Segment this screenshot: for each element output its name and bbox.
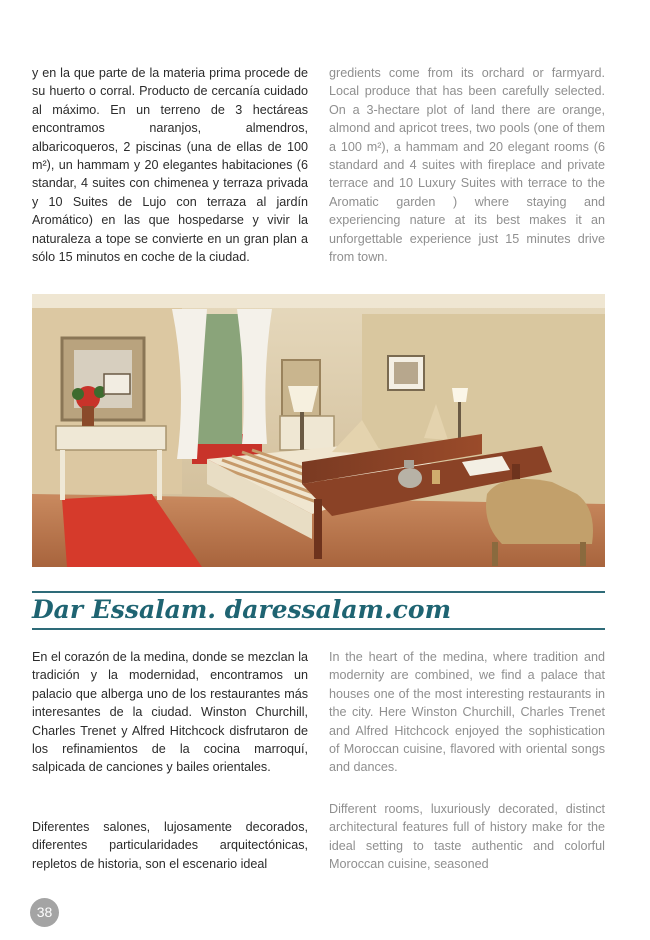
bottom-spanish-paragraph-2: Diferentes salones, lujosamente decorados, diferentes particularidades arquitectónicas, repletos de historia, son el escenario ideal [32, 820, 308, 871]
bottom-english-paragraph-2: Different rooms, luxuriously decorated, distinct architectural features full of history make for the ideal setting to taste authentic and colorful Moroccan cuisine, seasoned [329, 802, 605, 872]
hotel-room-photo [32, 294, 605, 567]
bottom-spanish-column-p2 [32, 818, 308, 873]
bottom-spanish-paragraph-1: En el corazón de la medina, donde se mezclan la tradición y la modernidad, encontramos un palacio que alberga uno de los restaurantes más interesantes de la ciudad. Winston Churchill, Charles Trenet y Alfred Hitchcock disfrutaron de los refinamientos de la cocina marroquí, salpicada de canciones y bailes orientales. [32, 650, 308, 775]
bottom-english-column-p1 [329, 648, 605, 777]
page-number-badge: 38 [30, 898, 59, 927]
section-heading: Dar Essalam. daressalam.com [32, 595, 452, 624]
top-spanish-column [32, 64, 308, 266]
bottom-spanish-column-p1 [32, 648, 308, 777]
top-english-column [329, 64, 605, 266]
bottom-english-column-p2 [329, 800, 605, 874]
top-english-paragraph: gredients come from its orchard or farmyard. Local produce that has been carefully selected. On a 3-hectare plot of land there are orange, almond and apricot trees, two pools (one of them a 100 m²), a hammam and 20 elegant rooms (6 standard and 4 suites with fireplace and private terrace and 10 Luxury Suites with terrace to the Aromatic garden ) where staying and experiencing nature at its best makes it an unforgettable experience just 15 minutes drive from town. [329, 66, 605, 265]
heading-bottom-rule [32, 628, 605, 630]
top-spanish-paragraph: y en la que parte de la materia prima procede de su huerto o corral. Producto de cercanía cuidado al máximo. En un terreno de 3 hectáreas encontramos naranjos, almendros, albaricoqueros, 2 piscinas (una de ellas de 100 m²), un hammam y 20 elegantes habitaciones (6 standar, 4 suites con chimenea y terraza privada y 10 Suites de Lujo con terraza al jardín Aromático) en las que hospedarse y vivir la naturaleza a tope se convierte en un gran plan a sólo 15 minutos en coche de la ciudad. [32, 66, 308, 265]
bottom-english-paragraph-1: In the heart of the medina, where tradition and modernity are combined, we find a palace that houses one of the most interesting restaurants in the city. Here Winston Churchill, Charles Trenet and Alfred Hitchcock enjoyed the sophistication of Moroccan cuisine, flavored with oriental songs and dances. [329, 650, 605, 775]
